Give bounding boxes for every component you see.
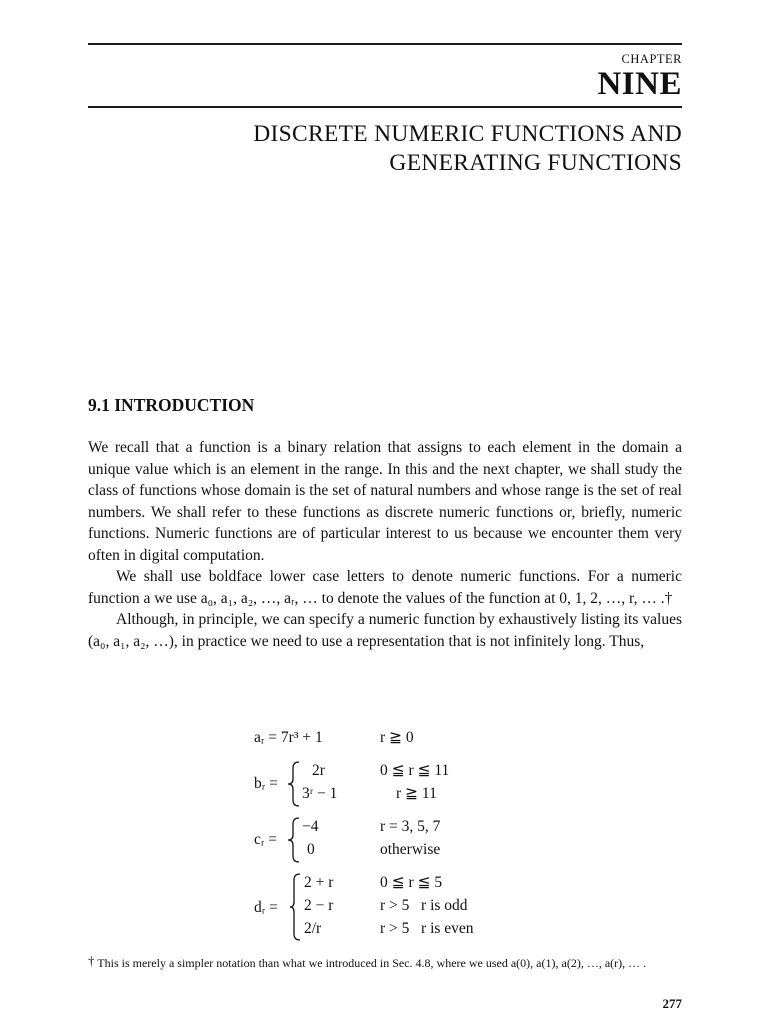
footnote-text: This is merely a simpler notation than what we introduced in Sec. 4.8, where we used a(0), a(1), a(2), …, a(r), … .: [97, 956, 647, 970]
footnote: [88, 952, 682, 972]
equation-a-condition: r ≧ 0: [380, 729, 414, 746]
equation-d-lhs: dᵣ =: [254, 899, 278, 916]
chapter-number: NINE: [597, 66, 682, 102]
paragraph-2: We shall use boldface lower case letters to denote numeric functions. For a numeric function a we use a₀, a₁, a₂, …, aᵣ, … to denote the values of the function at 0, 1, 2, …, r, … .†: [88, 568, 682, 607]
top-rule: [88, 43, 682, 45]
equation-b-lhs: bᵣ =: [254, 775, 278, 792]
chapter-title: [253, 120, 682, 178]
chapter-title-line-2: GENERATING FUNCTIONS: [389, 150, 682, 176]
chapter-title-line-1: DISCRETE NUMERIC FUNCTIONS AND: [253, 121, 682, 147]
equation-d-case-3: 2/r: [304, 920, 322, 937]
paragraph-1: We recall that a function is a binary relation that assigns to each element in the domain a unique value which is an element in the range. In this and the next chapter, we shall study the class of functions whose domain is the set of natural numbers and whose range is the set of real numbers. We shall refer to these functions as discrete numeric functions or, briefly, numeric functions. Numeric functions are of particular interest to us because we encounter them very often in digital computation.: [88, 439, 682, 564]
equation-b-case-2: 3ʳ − 1: [302, 785, 338, 802]
equation-c-lhs: cᵣ =: [254, 831, 278, 848]
equation-b-brace: [285, 760, 301, 808]
footnote-marker: †: [88, 953, 95, 968]
equation-d-brace: [288, 872, 302, 942]
equation-c-brace: [285, 816, 301, 864]
equation-c-case-2: 0: [307, 841, 315, 858]
body-text: [88, 437, 682, 652]
equation-d-condition-3: r > 5 r is even: [380, 920, 474, 937]
equation-d-case-2: 2 − r: [304, 897, 334, 914]
chapter-label: CHAPTER: [621, 52, 682, 66]
equation-d-condition-2: r > 5 r is odd: [380, 897, 468, 914]
header-rule: [88, 106, 682, 108]
equation-c-case-1: −4: [302, 818, 319, 835]
equation-a-expression: aᵣ = 7r³ + 1: [254, 729, 323, 746]
equation-c-condition-1: r = 3, 5, 7: [380, 818, 441, 835]
equation-c-condition-2: otherwise: [380, 841, 441, 858]
equation-b-case-1: 2r: [312, 762, 325, 779]
page-number: 277: [662, 996, 682, 1011]
equation-d-case-1: 2 + r: [304, 874, 334, 891]
equation-b-condition-2: r ≧ 11: [396, 785, 437, 802]
paragraph-3: Although, in principle, we can specify a numeric function by exhaustively listing its values (a₀, a₁, a₂, …), in practice we need to use a representation that is not infinitely long. Thus,: [88, 611, 682, 650]
equation-d-condition-1: 0 ≦ r ≦ 5: [380, 874, 443, 891]
equation-b-condition-1: 0 ≦ r ≦ 11: [380, 762, 450, 779]
section-heading: 9.1 INTRODUCTION: [88, 395, 255, 415]
